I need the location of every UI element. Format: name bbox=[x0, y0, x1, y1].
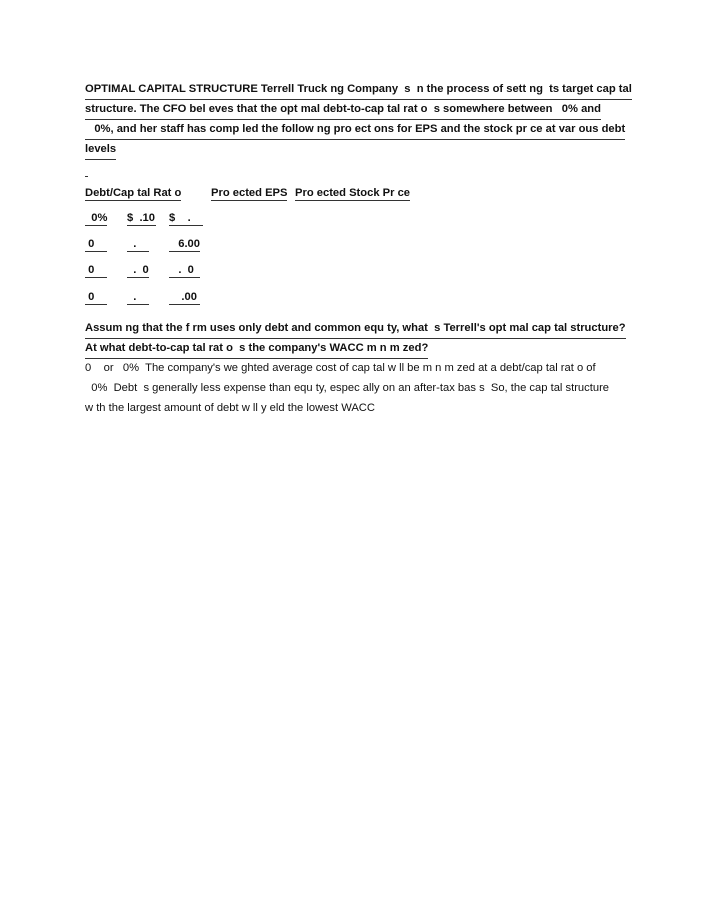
table-cell: . bbox=[127, 238, 149, 252]
table-cell: 0 bbox=[85, 238, 107, 252]
header-debt-ratio: Debt/Cap tal Rat o bbox=[85, 187, 182, 199]
table-cell: 0% bbox=[85, 212, 108, 224]
answer-line: 0 or 0% The company's we ghted average cost of cap tal w ll be m n m zed at a debt/cap tal rat o of bbox=[85, 362, 596, 374]
answer-line: 0% Debt s generally less expense than equ ty, espec ally on an after-tax bas s So, the cap tal structure bbox=[85, 382, 610, 394]
header-projected-eps: Pro ected EPS bbox=[211, 187, 288, 199]
question-line: At what debt-to-cap tal rat o s the company's WACC m n m zed? bbox=[85, 339, 428, 359]
table-cell: .00 bbox=[169, 291, 200, 305]
table-cell: 6.00 bbox=[169, 238, 200, 252]
question-paragraph bbox=[85, 319, 635, 359]
table-cell: . 0 bbox=[169, 264, 200, 278]
table-cell: $ . bbox=[169, 212, 203, 226]
header-projected-stock-price: Pro ected Stock Pr ce bbox=[295, 187, 411, 199]
question-line: Assum ng that the f rm uses only debt and common equ ty, what s Terrell's opt mal cap tal structure? bbox=[85, 319, 626, 339]
intro-line: structure. The CFO bel eves that the opt mal debt-to-cap tal rat o s somewhere between 0% and bbox=[85, 100, 601, 120]
answer-line: w th the largest amount of debt w ll y eld the lowest WACC bbox=[85, 402, 375, 414]
intro-line: levels bbox=[85, 140, 116, 160]
table-cell: . bbox=[127, 291, 149, 305]
intro-line: 0%, and her staff has comp led the follow ng pro ect ons for EPS and the stock pr ce at var ous debt bbox=[85, 120, 625, 140]
table-cell: 0 bbox=[85, 264, 107, 278]
answer-paragraph bbox=[85, 358, 635, 418]
table-cell: 0 bbox=[85, 291, 107, 305]
table-cell: . 0 bbox=[127, 264, 149, 276]
underline-mark bbox=[85, 170, 88, 177]
intro-paragraph bbox=[85, 80, 635, 160]
intro-line: OPTIMAL CAPITAL STRUCTURE Terrell Truck ng Company s n the process of sett ng ts target cap tal bbox=[85, 80, 632, 100]
table-cell: $ .10 bbox=[127, 212, 155, 224]
